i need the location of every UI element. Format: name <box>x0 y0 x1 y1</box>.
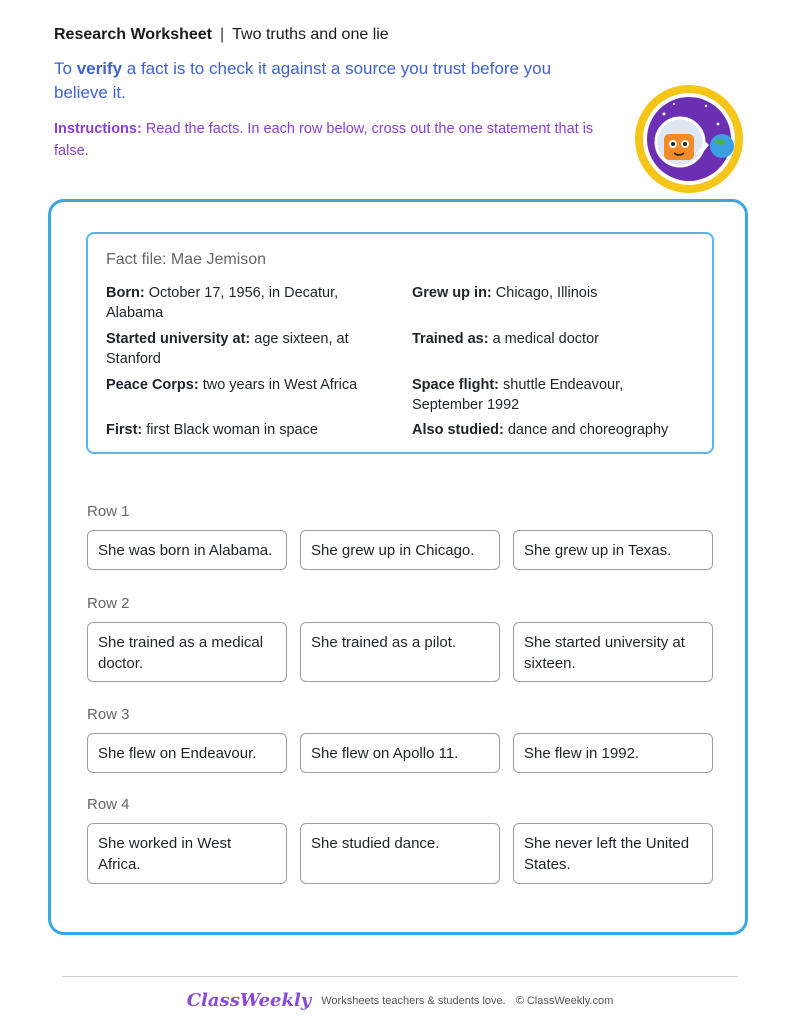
fact-trained <box>412 329 702 349</box>
fact-also-studied <box>412 420 712 440</box>
brand-logo: ClassWeekly <box>186 990 312 1011</box>
fact-file-title: Fact file: Mae Jemison <box>106 251 267 268</box>
fact-value: dance and choreography <box>503 422 669 438</box>
fact-key: Trained as: <box>412 331 489 347</box>
fact-key: Peace Corps: <box>106 377 199 393</box>
row-1-label: Row 1 <box>87 503 130 520</box>
row-1-option-2[interactable]: She grew up in Chicago. <box>300 530 500 570</box>
fact-grew-up <box>412 283 702 303</box>
fact-key: Born: <box>106 285 145 301</box>
worksheet-subtitle: Two truths and one lie <box>232 26 389 43</box>
row-2-option-2[interactable]: She trained as a pilot. <box>300 622 500 682</box>
row-2-label: Row 2 <box>87 595 130 612</box>
instructions <box>54 118 594 162</box>
fact-university <box>106 329 366 369</box>
row-3-option-3[interactable]: She flew in 1992. <box>513 733 713 773</box>
row-3-option-1[interactable]: She flew on Endeavour. <box>87 733 287 773</box>
fact-value: shuttle Endeavour, September 1992 <box>412 377 624 413</box>
footer-divider <box>62 976 738 977</box>
row-4-option-3[interactable]: She never left the United States. <box>513 823 713 884</box>
row-3-label: Row 3 <box>87 706 130 723</box>
fact-key: Grew up in: <box>412 285 492 301</box>
header-separator: | <box>220 26 225 43</box>
row-4-option-1[interactable]: She worked in West Africa. <box>87 823 287 884</box>
fact-key: Started university at: <box>106 331 251 347</box>
row-1-option-1[interactable]: She was born in Alabama. <box>87 530 287 570</box>
fact-file <box>86 232 714 454</box>
footer <box>0 990 800 1011</box>
row-2-option-1[interactable]: She trained as a medical doctor. <box>87 622 287 682</box>
fact-value: two years in West Africa <box>198 377 358 393</box>
definition-term: verify <box>76 59 123 78</box>
fact-value: Chicago, Illinois <box>491 285 598 301</box>
fact-value: October 17, 1956, in Decatur, Alabama <box>106 285 339 321</box>
definition-rest: a fact is to check it against a source you trust before you believe it. <box>54 59 552 102</box>
fact-key: Also studied: <box>412 422 504 438</box>
footer-tagline: Worksheets teachers & students love. <box>321 995 506 1007</box>
row-4-label: Row 4 <box>87 796 130 813</box>
footer-copyright: © ClassWeekly.com <box>515 995 614 1007</box>
fact-value: age sixteen, at Stanford <box>106 331 349 367</box>
worksheet-title: Research Worksheet <box>54 26 212 43</box>
fact-peace-corps <box>106 375 376 395</box>
fact-key: First: <box>106 422 143 438</box>
fact-value: a medical doctor <box>488 331 599 347</box>
row-4-option-2[interactable]: She studied dance. <box>300 823 500 884</box>
worksheet-header <box>54 26 389 44</box>
fact-first <box>106 420 396 440</box>
definition <box>54 57 574 105</box>
definition-prefix: To <box>54 59 77 78</box>
fact-space-flight <box>412 375 662 415</box>
fact-key: Space flight: <box>412 377 500 393</box>
fact-born <box>106 283 366 323</box>
fact-value: first Black woman in space <box>142 422 318 438</box>
row-1-option-3[interactable]: She grew up in Texas. <box>513 530 713 570</box>
astronaut-badge-icon <box>634 84 744 194</box>
instructions-text: Read the facts. In each row below, cross out the one statement that is false. <box>54 121 594 159</box>
row-2-option-3[interactable]: She started university at sixteen. <box>513 622 713 682</box>
row-3-option-2[interactable]: She flew on Apollo 11. <box>300 733 500 773</box>
instructions-label: Instructions: <box>54 121 142 137</box>
